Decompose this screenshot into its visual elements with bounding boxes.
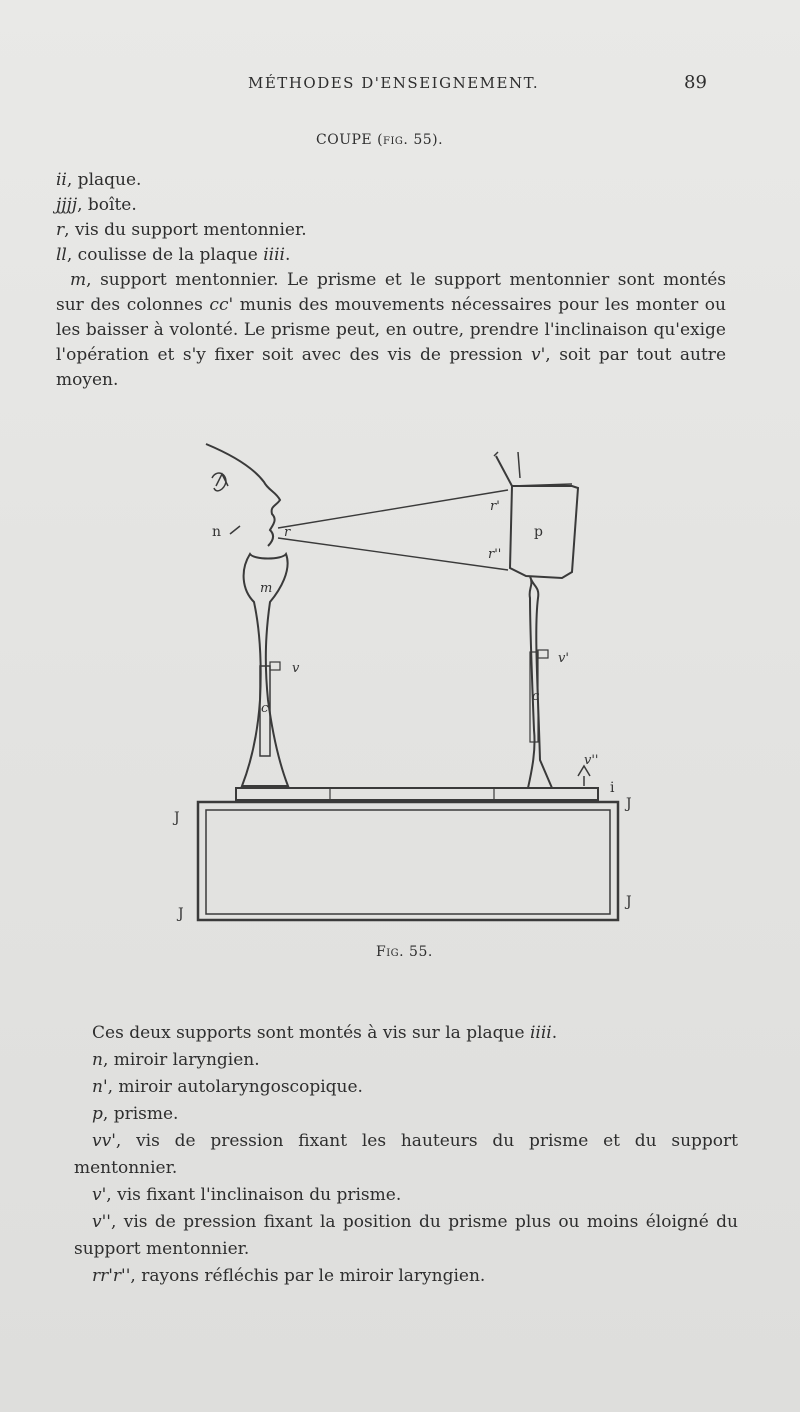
running-title: MÉTHODES D'ENSEIGNEMENT. <box>248 74 540 92</box>
body-paragraph <box>56 268 726 393</box>
label-j-bottom-left: J <box>178 906 184 922</box>
legend-symbol: r <box>56 220 65 240</box>
label-i: i <box>610 780 615 796</box>
legend-intro <box>74 1020 738 1047</box>
legend-item <box>56 243 726 268</box>
legend-bottom <box>74 1020 738 1290</box>
label-v-bottom: v'' <box>584 753 599 768</box>
legend-item <box>56 218 726 243</box>
prism-top <box>494 452 572 486</box>
label-v-left: v <box>292 661 300 676</box>
legend-item <box>74 1074 738 1101</box>
legend-text: . <box>551 1023 558 1043</box>
label-m: m <box>260 581 273 596</box>
legend-symbol: jjjj <box>56 195 78 215</box>
label-p: p <box>534 524 543 540</box>
legend-text: , miroir laryngien. <box>102 1050 260 1070</box>
legend-text: , vis fixant l'inclinaison du prisme. <box>106 1185 402 1205</box>
ear <box>212 473 226 491</box>
legend-symbol: n <box>92 1050 103 1070</box>
figure-55-illustration <box>160 430 650 930</box>
legend-text: , boîte. <box>77 195 137 215</box>
box-outer <box>198 802 618 920</box>
legend-item <box>74 1182 738 1209</box>
legend-item <box>74 1263 738 1290</box>
paragraph-symbol: v' <box>531 345 546 365</box>
label-v-right: v' <box>558 651 569 666</box>
bottom-screw <box>578 766 590 786</box>
legend-text: , rayons réfléchis par le miroir laryngien. <box>130 1266 486 1286</box>
paragraph-symbol: m <box>70 270 87 290</box>
label-n: n <box>212 524 222 540</box>
label-r-bottom: r'' <box>488 547 502 562</box>
paragraph-text: , soit par tout autre moyen. <box>56 345 726 390</box>
plate <box>236 788 598 800</box>
legend-symbol: rr'r'' <box>92 1266 131 1286</box>
legend-item <box>56 168 726 193</box>
paragraph-text: munis des mouvements nécessaires pour les monter ou les baisser à volonté. Le prisme peut, en outre, prendre l'inclinaison qu'exige l'opération et s'y fixer soit avec des vis de pression <box>56 295 726 365</box>
legend-symbol: n' <box>92 1077 108 1097</box>
legend-symbol: iiii <box>263 245 285 265</box>
legend-top <box>56 168 726 393</box>
right-screw <box>538 650 548 658</box>
paragraph-text: , support mentonnier. Le prisme et le support mentonnier sont montés sur des colonnes <box>56 270 726 315</box>
legend-text: , vis de pression fixant les hauteurs du prisme et du support mentonnier. <box>74 1131 738 1178</box>
legend-symbol: ll <box>56 245 67 265</box>
legend-symbol: v'' <box>92 1212 111 1232</box>
label-j-bottom-right: J <box>626 894 632 910</box>
legend-text: , coulisse de la plaque <box>66 245 264 265</box>
figure-caption: Fig. 55. <box>376 944 433 960</box>
legend-text: , vis du support mentonnier. <box>64 220 307 240</box>
prism <box>496 456 578 578</box>
right-column <box>528 576 552 788</box>
legend-text: , vis de pression fixant la position du prisme plus ou moins éloigné du support mentonnier. <box>74 1212 738 1259</box>
running-head <box>0 72 800 96</box>
page-number: 89 <box>684 72 707 93</box>
paragraph-symbol: cc' <box>209 295 234 315</box>
label-j-top-left: J <box>174 810 180 826</box>
legend-symbol: iiii <box>529 1023 552 1043</box>
legend-text: , plaque. <box>66 170 142 190</box>
legend-item <box>74 1047 738 1074</box>
legend-text: Ces deux supports sont montés à vis sur la plaque <box>92 1023 530 1043</box>
box-inner <box>206 810 610 914</box>
legend-item <box>56 193 726 218</box>
left-screw <box>270 662 280 670</box>
label-c-right: c <box>532 689 540 704</box>
label-j-top-right: J <box>626 796 632 812</box>
label-r-top: r' <box>490 499 500 514</box>
section-title: COUPE (fig. 55). <box>316 132 444 148</box>
legend-text: . <box>285 245 291 265</box>
legend-item <box>74 1101 738 1128</box>
legend-item <box>74 1128 738 1182</box>
legend-symbol: vv' <box>92 1131 116 1151</box>
ray-upper <box>278 490 508 528</box>
label-r-face: r <box>284 525 291 540</box>
legend-symbol: p <box>92 1104 103 1124</box>
legend-symbol: v' <box>92 1185 107 1205</box>
legend-text: , miroir autolaryngoscopique. <box>107 1077 363 1097</box>
mirror-n <box>230 526 240 534</box>
ray-lower <box>278 538 508 570</box>
label-c-left: c <box>261 701 269 716</box>
legend-text: , prisme. <box>102 1104 179 1124</box>
legend-item <box>74 1209 738 1263</box>
legend-symbol: ii <box>56 170 67 190</box>
